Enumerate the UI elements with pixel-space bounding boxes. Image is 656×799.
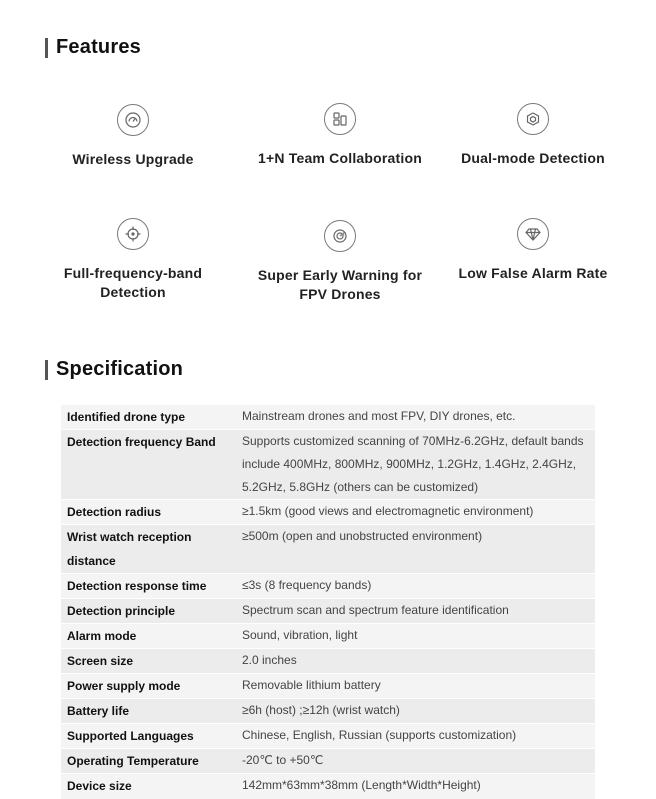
feature-label: Full-frequency-band Detection <box>63 265 203 300</box>
spec-value: 2.0 inches <box>236 648 595 673</box>
specification-heading <box>45 358 183 381</box>
feature-super-early-warning <box>240 220 440 304</box>
table-row <box>61 774 595 799</box>
spec-key: Detection response time <box>61 573 236 598</box>
spec-value: Mainstream drones and most FPV, DIY drones, etc. <box>242 409 516 423</box>
table-row <box>61 749 595 774</box>
heading-accent-bar <box>45 38 48 58</box>
table-row <box>61 699 595 724</box>
table-row <box>61 648 595 673</box>
spec-value: Sound, vibration, light <box>236 623 595 648</box>
specification-table <box>61 405 595 799</box>
spec-value: Chinese, English, Russian (supports customization) <box>236 724 595 749</box>
spec-value: Supports customized scanning of 70MHz-6.2GHz, default bands include 400MHz, 800MHz, 900MHz, 1.2GHz, 1.4GHz, 2.4GHz, 5.2GHz, 5.8GHz (others can be customized) <box>236 430 595 500</box>
feature-team-collaboration <box>240 103 440 168</box>
spec-value: Spectrum scan and spectrum feature identification <box>236 598 595 623</box>
feature-label: Low False Alarm Rate <box>458 265 608 281</box>
gauge-icon <box>117 104 149 136</box>
features-heading <box>45 36 141 59</box>
diamond-icon <box>517 218 549 250</box>
spec-value: ≤3s (8 frequency bands) <box>236 573 595 598</box>
spec-key: Operating Temperature <box>61 749 236 774</box>
feature-label: Wireless Upgrade <box>72 151 194 167</box>
feature-label: Dual-mode Detection <box>461 150 605 166</box>
spec-key: Detection frequency Band <box>61 430 236 500</box>
feature-wireless-upgrade <box>33 104 233 169</box>
table-row <box>61 623 595 648</box>
table-row <box>61 405 595 430</box>
team-collaboration-icon <box>324 103 356 135</box>
feature-label: Super Early Warning for FPV Drones <box>257 267 423 302</box>
feature-low-false-alarm <box>433 218 633 283</box>
spec-key: Power supply mode <box>61 674 236 699</box>
spec-key: Device size <box>61 774 236 799</box>
table-row <box>61 598 595 623</box>
spec-key: Supported Languages <box>61 724 236 749</box>
specification-heading-text: Specification <box>56 358 184 380</box>
spec-key: Alarm mode <box>61 623 236 648</box>
spec-key: Detection radius <box>61 500 236 525</box>
spec-value: ≥6h (host) ;≥12h (wrist watch) <box>236 699 595 724</box>
spec-value: 142mm*63mm*38mm (Length*Width*Height) <box>236 774 595 799</box>
feature-label: 1+N Team Collaboration <box>257 150 422 166</box>
spec-value: Removable lithium battery <box>236 674 595 699</box>
spec-value: ≥500m (open and unobstructed environment) <box>236 525 595 573</box>
spec-key: Screen size <box>61 648 236 673</box>
features-heading-text: Features <box>56 36 141 58</box>
feature-dual-mode-detection <box>433 103 633 168</box>
table-row <box>61 500 595 525</box>
table-row <box>61 674 595 699</box>
cube-icon <box>517 103 549 135</box>
table-row <box>61 525 595 573</box>
radar-icon <box>324 220 356 252</box>
spec-key: Identified drone type <box>67 410 186 424</box>
spec-key: Battery life <box>61 699 236 724</box>
table-row <box>61 724 595 749</box>
heading-accent-bar <box>45 360 48 380</box>
feature-full-frequency-band <box>33 218 233 302</box>
spec-value: ≥1.5km (good views and electromagnetic environment) <box>236 500 595 525</box>
crosshair-icon <box>117 218 149 250</box>
spec-value: -20℃ to +50℃ <box>236 749 595 774</box>
table-row <box>61 573 595 598</box>
table-row <box>61 430 595 500</box>
spec-key: Detection principle <box>61 598 236 623</box>
spec-key: Wrist watch reception distance <box>61 525 236 573</box>
